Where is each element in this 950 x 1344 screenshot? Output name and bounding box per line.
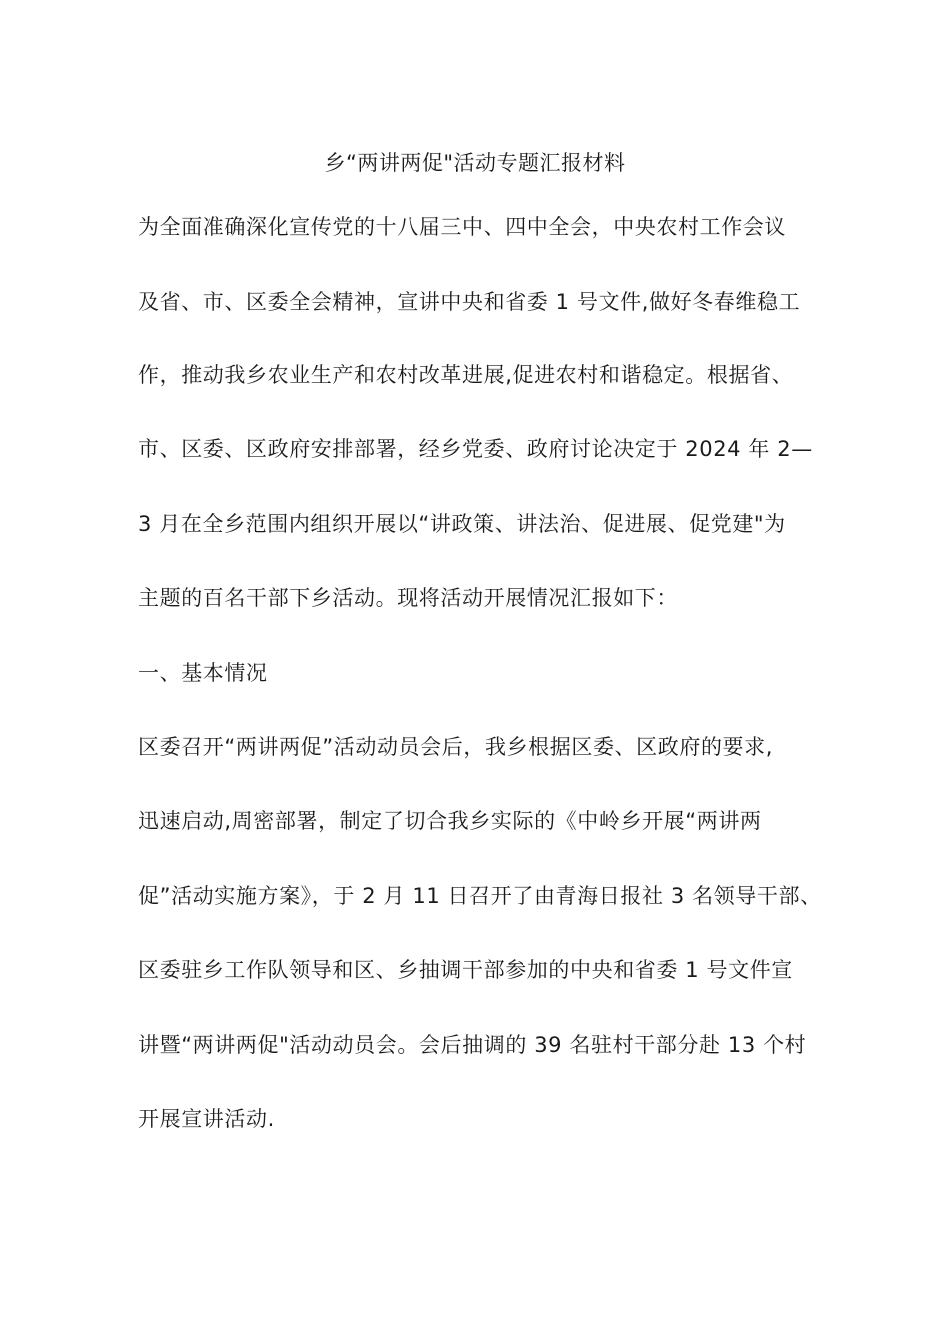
section-line-5: 讲暨“两讲两促"活动动员会。会后抽调的 39 名驻村干部分赴 13 个村 bbox=[138, 1033, 807, 1057]
intro-line-4: 市、区委、区政府安排部署，经乡党委、政府讨论决定于 2024 年 2— bbox=[138, 437, 813, 461]
section-line-2: 迅速启动,周密部署，制定了切合我乡实际的《中岭乡开展“两讲两 bbox=[138, 809, 762, 833]
section-heading: 一、基本情况 bbox=[138, 661, 268, 685]
section-line-4: 区委驻乡工作队领导和区、乡抽调干部参加的中央和省委 1 号文件宣 bbox=[138, 958, 793, 982]
intro-line-5: 3 月在全乡范围内组织开展以“讲政策、讲法治、促进展、促党建"为 bbox=[138, 512, 786, 536]
intro-line-3: 作，推动我乡农业生产和农村改革进展,促进农村和谐稳定。根据省、 bbox=[138, 363, 794, 387]
intro-line-1: 为全面准确深化宣传党的十八届三中、四中全会，中央农村工作会议 bbox=[138, 215, 786, 239]
section-line-1: 区委召开“两讲两促”活动动员会后，我乡根据区委、区政府的要求, bbox=[138, 735, 774, 759]
section-line-3: 促”活动实施方案》，于 2 月 11 日召开了由青海日报社 3 名领导干部、 bbox=[138, 884, 822, 908]
document-title: 乡“两讲两促"活动专题汇报材料 bbox=[324, 151, 626, 175]
section-line-6: 开展宣讲活动. bbox=[138, 1107, 275, 1131]
intro-line-6: 主题的百名干部下乡活动。现将活动开展情况汇报如下： bbox=[138, 586, 678, 610]
intro-line-2: 及省、市、区委全会精神，宣讲中央和省委 1 号文件,做好冬春维稳工 bbox=[138, 290, 801, 314]
